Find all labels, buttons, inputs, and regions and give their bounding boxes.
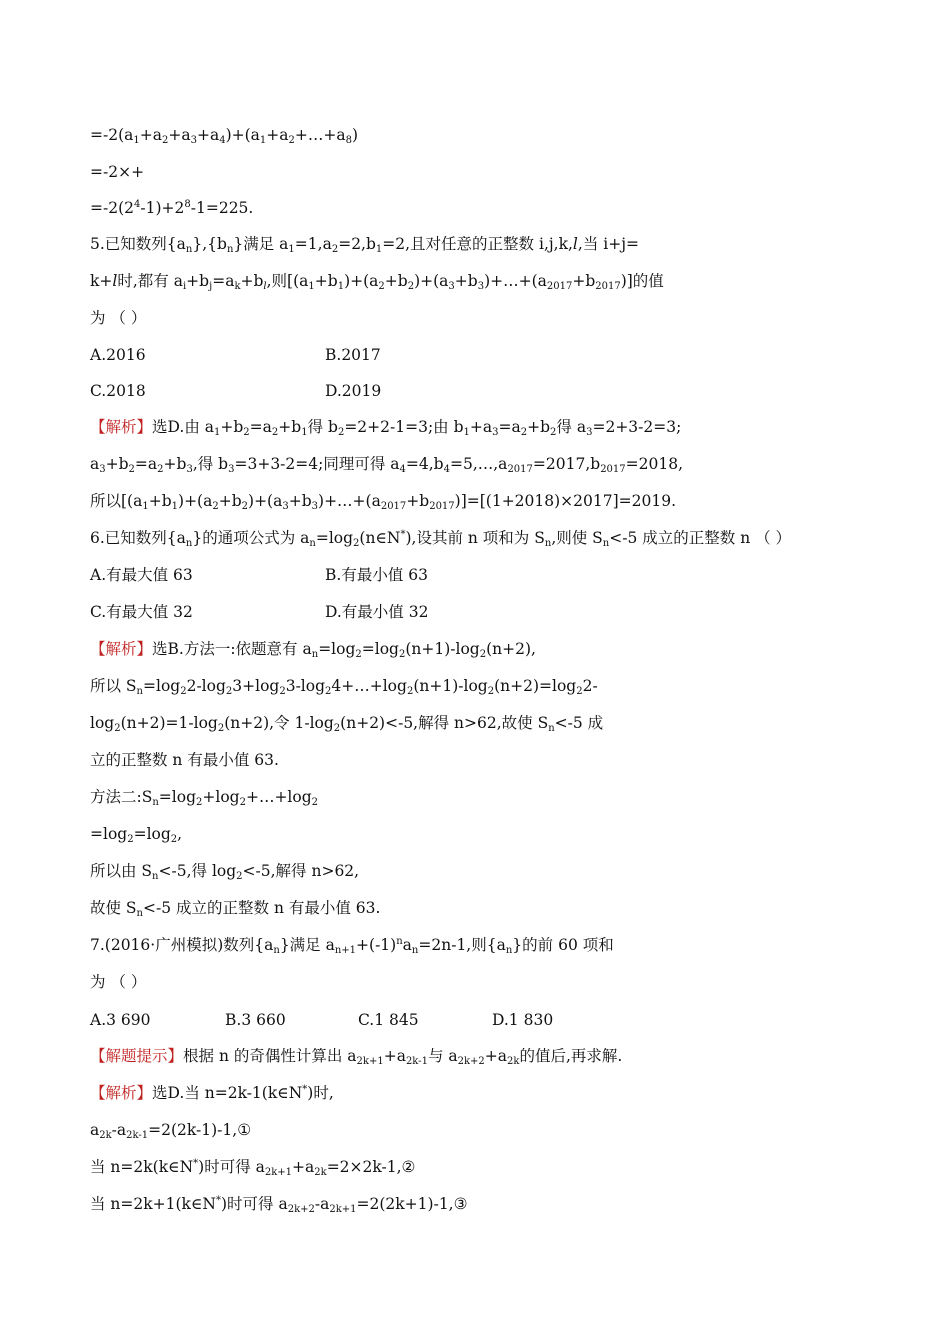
answer-6: $=\log_2=\log_2$, bbox=[90, 825, 183, 845]
question-7: 7.(2016·广州模拟)数列$\{a_n\}$满足 $a_{n+1}+(-1)^na_n=2n-1$,则$\{a_n\}$的前 60 项和 bbox=[90, 936, 614, 956]
question-5: 5.已知数列$\{a_n\},\{b_n\}$满足 $a_1=1,a_2=2,b_1=2$,且对任意的正整数 i,j,k,l,当 i+j= bbox=[90, 235, 639, 255]
option-b: B.有最小值 63 bbox=[325, 566, 428, 584]
answer-7: 当 n=2k+1(k∈N*)时可得 $a_{2k+2}-a_{2k+1}=2(2k+1)-1,③$ bbox=[90, 1195, 468, 1215]
analysis-tag: 【解析】 bbox=[90, 418, 153, 436]
option-d: D.有最小值 32 bbox=[325, 603, 429, 621]
option-a: A.2016 bbox=[90, 346, 146, 364]
option-c: C.1 845 bbox=[358, 1011, 419, 1029]
answer-6: 所以 $S_n=\log_22-\log_23+\log_23-\log_24+\dots+\log_2(n+1)-\log_2(n+2)=\log_22-$ bbox=[90, 677, 598, 697]
option-row bbox=[90, 601, 429, 623]
hint-7: 【解题提示】根据 n 的奇偶性计算出 $a_{2k+1}+a_{2k-1}$与 $a_{2k+2}+a_{2k}$的值后,再求解. bbox=[90, 1047, 623, 1067]
answer-6: 立的正整数 n 有最小值 63. bbox=[90, 751, 279, 769]
option-row bbox=[90, 1009, 554, 1031]
option-b: B.2017 bbox=[325, 346, 381, 364]
answer-7: 【解析】选D.当 n=2k-1(k∈N*)时, bbox=[90, 1084, 334, 1102]
option-a: A.3 690 bbox=[90, 1011, 151, 1029]
answer-6: 【解析】选B.方法一:依题意有 $a_n=\log_2=\log_2(n+1)-\log_2(n+2)$, bbox=[90, 640, 536, 660]
answer-6: 所以由 $S_n<-5$,得 $\log_2<-5$,解得 n>62, bbox=[90, 862, 360, 882]
analysis-tag: 【解析】 bbox=[90, 1084, 153, 1102]
answer-6: 方法二$:S_n=\log_2+\log_2+\dots+\log_2$ bbox=[90, 788, 319, 808]
answer-5: $a_3+b_2=a_2+b_3$,得 $b_3=3+3-2=4$;同理可得 $a_4=4,b_4=5,\dots,a_{2017}=2017,b_{2017}=2018$, bbox=[90, 455, 684, 475]
option-a: A.有最大值 63 bbox=[90, 566, 193, 584]
option-d: D.1 830 bbox=[492, 1011, 554, 1029]
text-line: $=-2(2^4-1)+2^8-1=225$. bbox=[90, 199, 254, 217]
text-line: $=-2(a_1+a_2+a_3+a_4)+(a_1+a_2+\dots+a_8)$ bbox=[90, 126, 359, 146]
text-line: =-2×+ bbox=[90, 163, 145, 181]
option-b: B.3 660 bbox=[225, 1011, 286, 1029]
question-6: 6.已知数列$\{a_n\}$的通项公式为 $a_n=\log_2(n\in N^*)$,设其前 n 项和为 $S_n$,则使 $S_n<-5$ 成立的正整数 n （ ） bbox=[90, 529, 792, 549]
question-5: k+l时,都有 $a_i+b_j=a_k+b_l$,则$[(a_1+b_1)+(a_2+b_2)+(a_3+b_3)+\dots+(a_{2017}+b_{2017})]$的值 bbox=[90, 272, 664, 292]
answer-5: 【解析】选D.由 $a_1+b_2=a_2+b_1$得 $b_2=2+2-1=3$;由 $b_1+a_3=a_2+b_2$得 $a_3=2+3-2=3$; bbox=[90, 418, 682, 438]
option-row bbox=[90, 564, 428, 586]
answer-6: 故使 $S_n<-5$ 成立的正整数 n 有最小值 63. bbox=[90, 899, 381, 919]
option-d: D.2019 bbox=[325, 382, 382, 400]
question-7: 为 （ ） bbox=[90, 973, 147, 991]
option-c: C.2018 bbox=[90, 382, 146, 400]
answer-7: 当 n=2k(k∈N*)时可得 $a_{2k+1}+a_{2k}=2\times 2k-1,②$ bbox=[90, 1158, 416, 1178]
answer-6: $\log_2(n+2)=1-\log_2(n+2)$,令 $1-\log_2(n+2)<-5$,解得 n>62,故使 $S_n<-5$ 成 bbox=[90, 714, 604, 734]
option-row bbox=[90, 344, 381, 366]
analysis-tag: 【解析】 bbox=[90, 640, 153, 658]
option-row bbox=[90, 380, 382, 402]
option-c: C.有最大值 32 bbox=[90, 603, 193, 621]
answer-7: $a_{2k}-a_{2k-1}=2(2k-1)-1,①$ bbox=[90, 1121, 252, 1141]
question-5: 为 （ ） bbox=[90, 309, 147, 327]
hint-tag: 【解题提示】 bbox=[90, 1047, 184, 1065]
answer-5: 所以$[(a_1+b_1)+(a_2+b_2)+(a_3+b_3)+\dots+(a_{2017}+b_{2017})]=[(1+2018)\times 2017]=2019$. bbox=[90, 492, 677, 512]
